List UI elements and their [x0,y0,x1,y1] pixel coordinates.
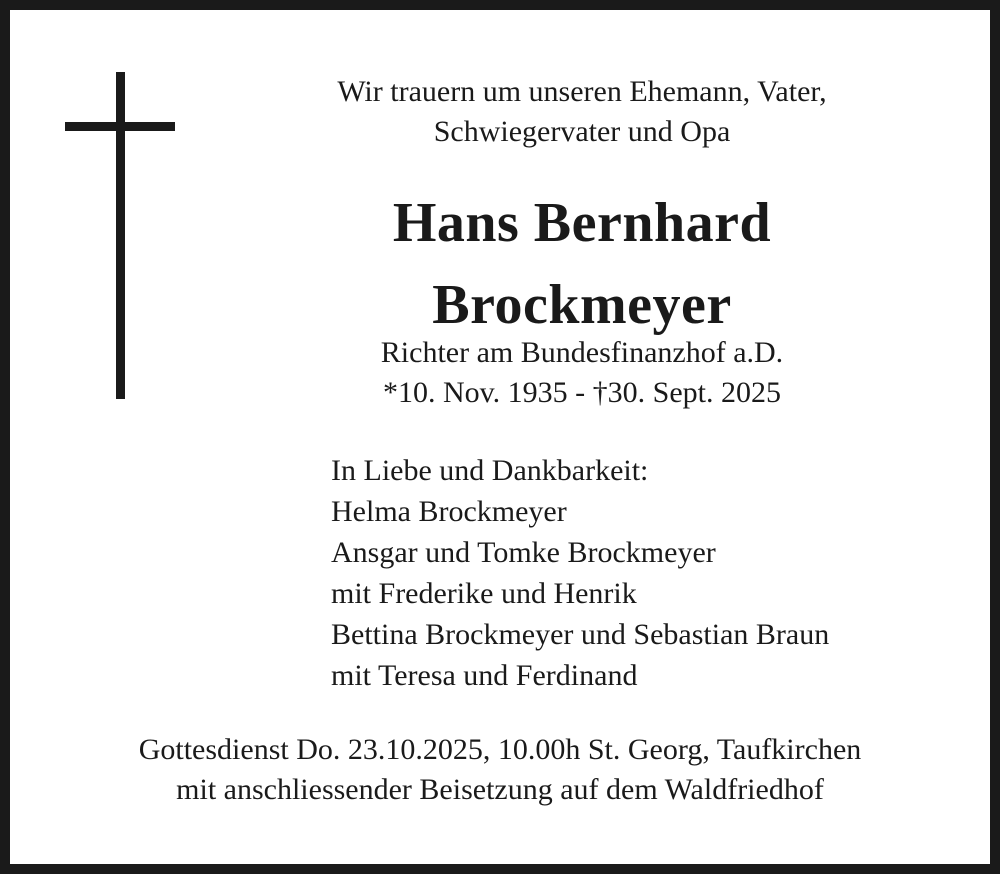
deceased-name [210,182,954,346]
service-line-1: Gottesdienst Do. 23.10.2025, 10.00h St. Georg, Taufkirchen [138,733,862,766]
mourner-line: Bettina Brockmeyer und Sebastian Braun [331,618,830,651]
mourner-line: mit Teresa und Ferdinand [331,659,638,692]
mourners-list [331,450,971,696]
mourner-line: mit Frederike und Henrik [331,577,637,610]
cross-horizontal-bar [65,122,175,131]
life-dates: *10. Nov. 1935 - †30. Sept. 2025 [382,376,782,409]
intro-text [210,72,954,152]
intro-line-2: Schwiegervater und Opa [433,115,731,148]
mourners-heading: In Liebe und Dankbarkeit: [331,454,649,487]
service-info [30,730,970,810]
intro-line-1: Wir trauern um unseren Ehemann, Vater, [337,75,827,108]
deceased-title: Richter am Bundesfinanzhof a.D. [380,336,784,369]
service-line-2: mit anschliessender Beisetzung auf dem Waldfriedhof [176,773,824,806]
mourner-line: Helma Brockmeyer [331,495,567,528]
deceased-first-names: Hans Bernhard [392,192,772,254]
deceased-surname: Brockmeyer [432,274,732,336]
mourner-line: Ansgar und Tomke Brockmeyer [331,536,716,569]
